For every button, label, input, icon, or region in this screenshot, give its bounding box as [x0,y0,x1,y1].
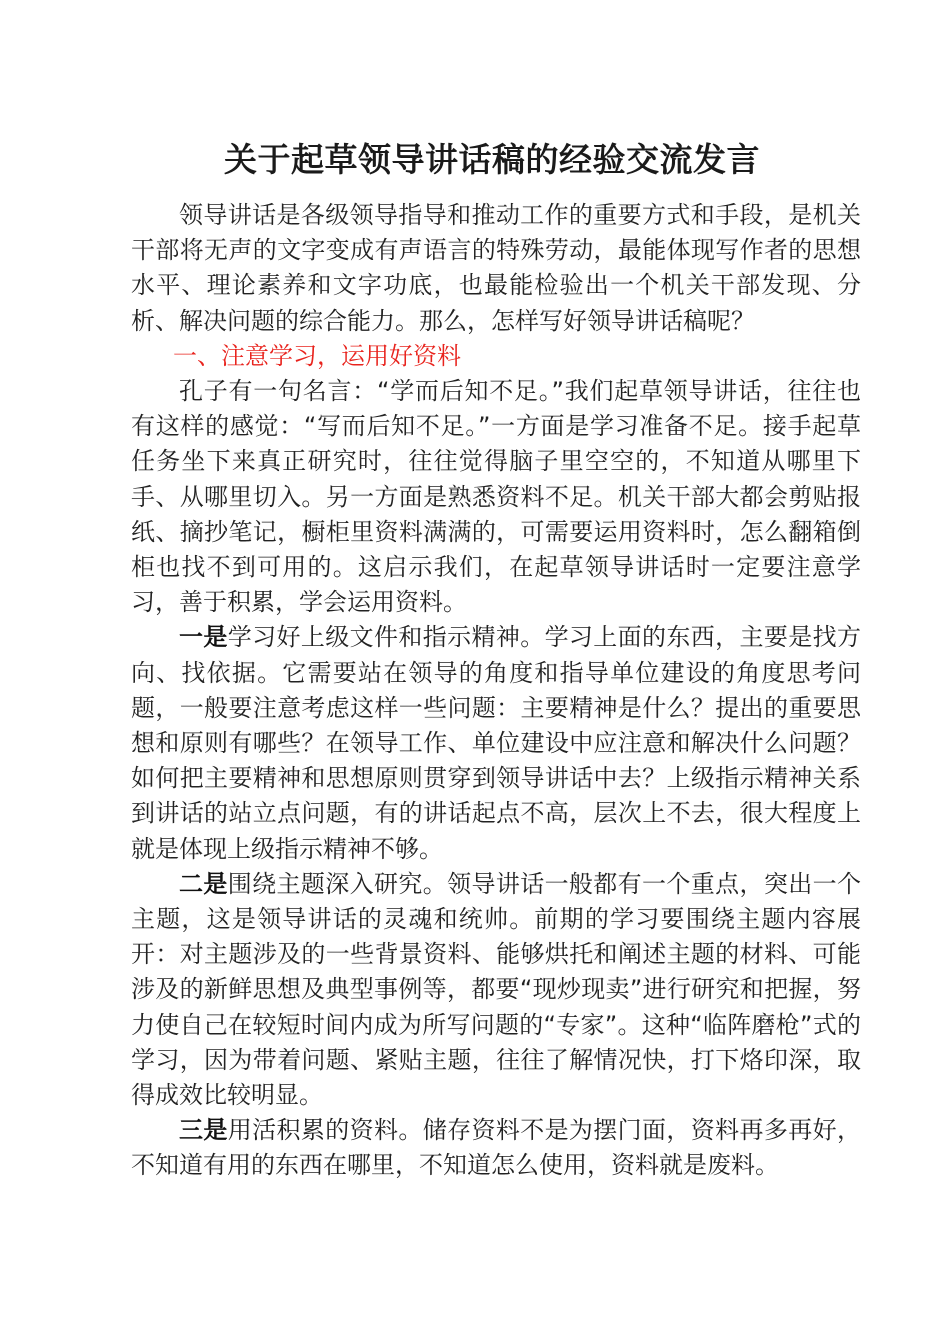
document-title: 关于起草领导讲话稿的经验交流发言 [224,140,760,179]
point-lead-2: 二是 [179,869,228,898]
section-1-paragraph: 孔子有一句名言：“学而后知不足。”我们起草领导讲话，往往也有这样的感觉：“写而后知不足。”一方面是学习准备不足。接手起草任务坐下来真正研究时，往往觉得脑子里空空的，不知道从哪里下手、从哪里切入。另一方面是熟悉资料不足。机关干部大都会剪贴报纸、摘抄笔记，橱柜里资料满满的，可需要运用资料时，怎么翻箱倒柜也找不到可用的。这启示我们，在起草领导讲话时一定要注意学习，善于积累，学会运用资料。 [131,377,861,617]
point-text-1: 学习好上级文件和指示精神。学习上面的东西，主要是找方向、找依据。它需要站在领导的角度和指导单位建设的角度思考问题，一般要注意考虑这样一些问题：主要精神是什么？提出的重要思想和原则有哪些？在领导工作、单位建设中应注意和解决什么问题？如何把主要精神和思想原则贯穿到领导讲话中去？上级指示精神关系到讲话的站立点问题，有的讲话起点不高，层次上不去，很大程度上就是体现上级指示精神不够。 [131,623,862,863]
document-page [131,138,861,1184]
point-paragraph-1 [131,620,861,866]
point-lead-3: 三是 [179,1116,228,1145]
point-paragraph-2 [131,867,861,1113]
point-text-3: 用活积累的资料。储存资料不是为摆门面，资料再多再好，不知道有用的东西在哪里，不知道怎么使用，资料就是废料。 [131,1116,862,1180]
point-text-2: 围绕主题深入研究。领导讲话一般都有一个重点，突出一个主题，这是领导讲话的灵魂和统帅。前期的学习要围绕主题内容展开：对主题涉及的一些背景资料、能够烘托和阐述主题的材料、可能涉及的新鲜思想及典型事例等，都要“现炒现卖”进行研究和把握，努力使自己在较短时间内成为所写问题的“专家”。这种“临阵磨枪”式的学习，因为带着问题、紧贴主题，往往了解情况快，打下烙印深，取得成效比较明显。 [131,869,862,1110]
section-heading-1: 一、注意学习，运用好资料 [173,341,461,370]
point-paragraph-3 [131,1113,861,1183]
intro-paragraph: 领导讲话是各级领导指导和推动工作的重要方式和手段，是机关干部将无声的文字变成有声语言的特殊劳动，最能体现写作者的思想水平、理论素养和文字功底，也最能检验出一个机关干部发现、分析、解决问题的综合能力。那么，怎样写好领导讲话稿呢？ [131,201,861,335]
point-lead-1: 一是 [179,623,228,652]
